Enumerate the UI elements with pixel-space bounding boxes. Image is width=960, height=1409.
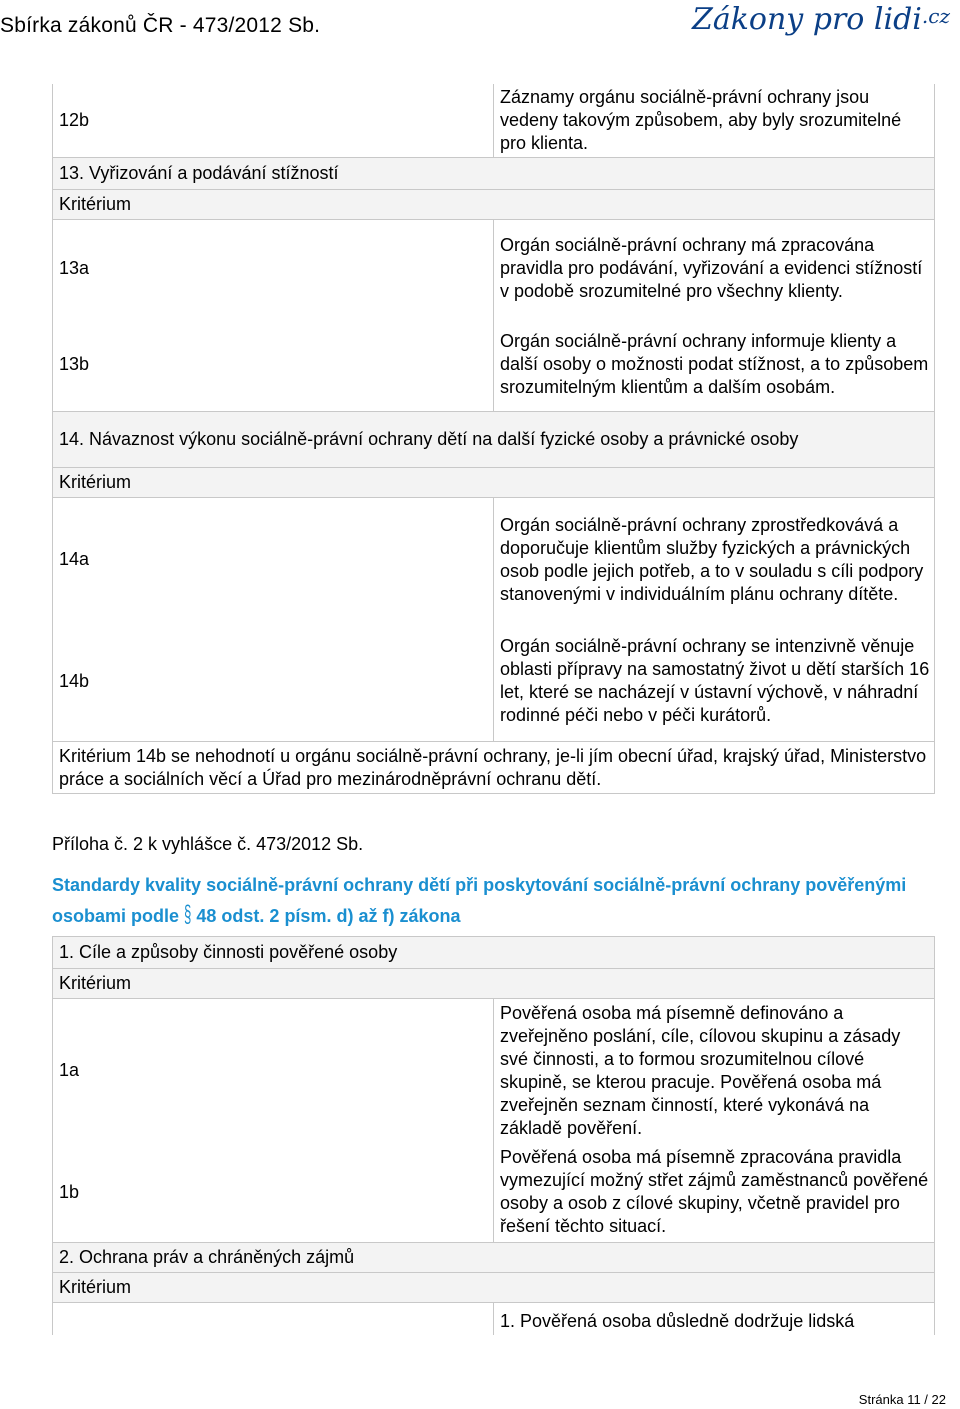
annex-heading	[52, 870, 912, 931]
table-row	[53, 318, 935, 412]
criterion-text: 1. Pověřená osoba důsledně dodržuje lidská	[494, 1303, 935, 1335]
criterion-label: 13a	[53, 220, 494, 318]
page-number: Stránka 11 / 22	[858, 1392, 946, 1407]
section-title: 2. Ochrana práv a chráněných zájmů	[59, 1247, 355, 1267]
site-logo[interactable]	[692, 2, 950, 37]
annex-title: Příloha č. 2 k vyhlášce č. 473/2012 Sb.	[52, 834, 364, 854]
page-header	[0, 0, 960, 54]
section-heading-row	[53, 937, 935, 969]
table-row	[53, 622, 935, 742]
criterion-text: Orgán sociálně-právní ochrany informuje klienty a další osoby o možnosti podat stížnost, a to způsobem srozumitelným klientům a dalším osobám.	[494, 318, 935, 412]
criterion-label: 1b	[53, 1143, 494, 1243]
criterion-text: Pověřená osoba má písemně definováno a zveřejněno poslání, cíle, cílovou skupinu a zásady své činnosti, a to formou srozumitelnou cílové skupině, se kterou pracuje. Pověřená osoba má zveřejněn seznam činností, které vykonává na základě pověření.	[494, 999, 935, 1143]
annex-heading-part2: 48 odst. 2 písm. d) až f) zákona	[196, 906, 461, 926]
table-row	[53, 1143, 935, 1243]
table-row	[53, 220, 935, 318]
standards-table-2	[52, 936, 935, 1335]
criterion-header-row	[53, 969, 935, 999]
criterion-header-row	[53, 468, 935, 498]
criterion-text: Záznamy orgánu sociálně-právní ochrany jsou vedeny takovým způsobem, aby byly srozumitelné pro klienta.	[494, 84, 935, 158]
note-row	[53, 742, 935, 794]
logo-text: Zákony pro lidi	[691, 2, 922, 37]
logo-tld: .cz	[921, 4, 950, 28]
criterion-text: Orgán sociálně-právní ochrany se intenzivně věnuje oblasti přípravy na samostatný život u dětí starších 16 let, které se nacházejí v ústavní výchově, v náhradní rodinné péči nebo v péči kurátorů.	[494, 622, 935, 742]
criterion-label: 1a	[53, 999, 494, 1143]
section-title: 14. Návaznost výkonu sociálně-právní ochrany dětí na další fyzické osoby a právnické osoby	[59, 429, 799, 449]
section-heading-row	[53, 158, 935, 190]
criterion-header: Kritérium	[59, 194, 132, 214]
criterion-text: Orgán sociálně-právní ochrany má zpracována pravidla pro podávání, vyřizování a evidenci stížností v podobě srozumitelné pro všechny klienty.	[494, 220, 935, 318]
annex-heading-part1: Standardy kvality sociálně-právní ochrany dětí při poskytování sociálně-právní ochrany pověřenými osobami podle	[52, 875, 907, 926]
criterion-header: Kritérium	[59, 1277, 132, 1297]
section-heading-row	[53, 1243, 935, 1273]
criterion-label: 14b	[53, 622, 494, 742]
table-row	[53, 999, 935, 1143]
criterion-text: Pověřená osoba má písemně zpracována pravidla vymezující možný střet zájmů zaměstnanců pověřené osoby a osob z cílové skupiny, včetně pravidel pro řešení těchto situací.	[494, 1143, 935, 1243]
criterion-note: Kritérium 14b se nehodnotí u orgánu sociálně-právní ochrany, je-li jím obecní úřad, krajský úřad, Ministerstvo práce a sociálních věcí a Úřad pro mezinárodněprávní ochranu dětí.	[53, 742, 935, 794]
section-title: 1. Cíle a způsoby činnosti pověřené osoby	[59, 942, 398, 962]
criterion-header: Kritérium	[59, 472, 132, 492]
section-heading-row	[53, 412, 935, 468]
criterion-text: Orgán sociálně-právní ochrany zprostředkovává a doporučuje klientům služby fyzických a právnických osob podle jejich potřeb, a to v souladu s cíli podpory stanovenými v individuálním plánu ochrany dítěte.	[494, 498, 935, 622]
criterion-header: Kritérium	[59, 973, 132, 993]
criterion-label: 12b	[53, 84, 494, 158]
section-title: 13. Vyřizování a podávání stížností	[59, 163, 339, 183]
criterion-header-row	[53, 190, 935, 220]
table-row	[53, 84, 935, 158]
table-row	[53, 1303, 935, 1335]
paragraph-sign: §	[184, 901, 192, 928]
table-row	[53, 498, 935, 622]
standards-table-1	[52, 84, 935, 794]
document-title: Sbírka zákonů ČR - 473/2012 Sb.	[0, 14, 321, 37]
criterion-label: 14a	[53, 498, 494, 622]
criterion-label	[53, 1303, 494, 1335]
criterion-header-row	[53, 1273, 935, 1303]
criterion-label: 13b	[53, 318, 494, 412]
